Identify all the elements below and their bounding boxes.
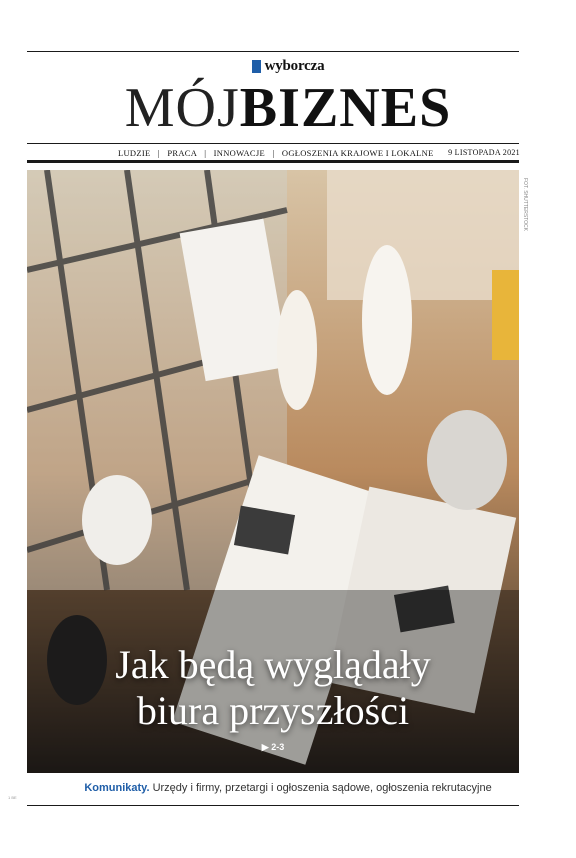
- masthead-part-1: MÓJ: [124, 77, 240, 139]
- brand-name: wyborcza: [264, 58, 325, 74]
- cover-headline: [27, 642, 519, 734]
- brand-logo-icon: [252, 60, 261, 73]
- cover-photo: [27, 170, 519, 773]
- footer-announcement: [0, 782, 576, 794]
- nav-item-ludzie[interactable]: LUDZIE: [118, 148, 151, 158]
- nav-separator: |: [272, 148, 275, 158]
- issue-date: 9 LISTOPADA 2021: [448, 148, 520, 157]
- nav-separator: |: [204, 148, 207, 158]
- cover-headline-line-2: biura przyszłości: [136, 688, 410, 733]
- masthead-part-2: BIZNES: [239, 77, 452, 139]
- page-reference-label: 2-3: [271, 742, 285, 752]
- masthead: [0, 78, 576, 138]
- cover-headline-line-1: Jak będą wyglądały: [115, 642, 431, 687]
- footer-text: Urzędy i firmy, przetargi i ogłoszenia sądowe, ogłoszenia rekrutacyjne: [149, 782, 492, 794]
- nav-rule-top: [27, 143, 519, 144]
- footer-rule: [27, 805, 519, 806]
- section-nav: [118, 148, 434, 158]
- nav-item-praca[interactable]: PRACA: [167, 148, 197, 158]
- top-rule: [27, 51, 519, 52]
- nav-separator: |: [157, 148, 160, 158]
- photo-credit: FOT. SHUTTERSTOCK: [522, 178, 528, 231]
- brand: [0, 58, 576, 78]
- nav-rule-bottom: [27, 160, 519, 163]
- footer-keyword: Komunikaty.: [84, 782, 150, 794]
- nav-item-innowacje[interactable]: INNOWACJE: [213, 148, 265, 158]
- nav-item-ogloszenia[interactable]: OGŁOSZENIA KRAJOWE I LOKALNE: [281, 148, 434, 158]
- corner-mark: 1 BE: [8, 795, 17, 800]
- play-arrow-icon: ▶: [261, 742, 272, 752]
- page-reference: [27, 742, 519, 753]
